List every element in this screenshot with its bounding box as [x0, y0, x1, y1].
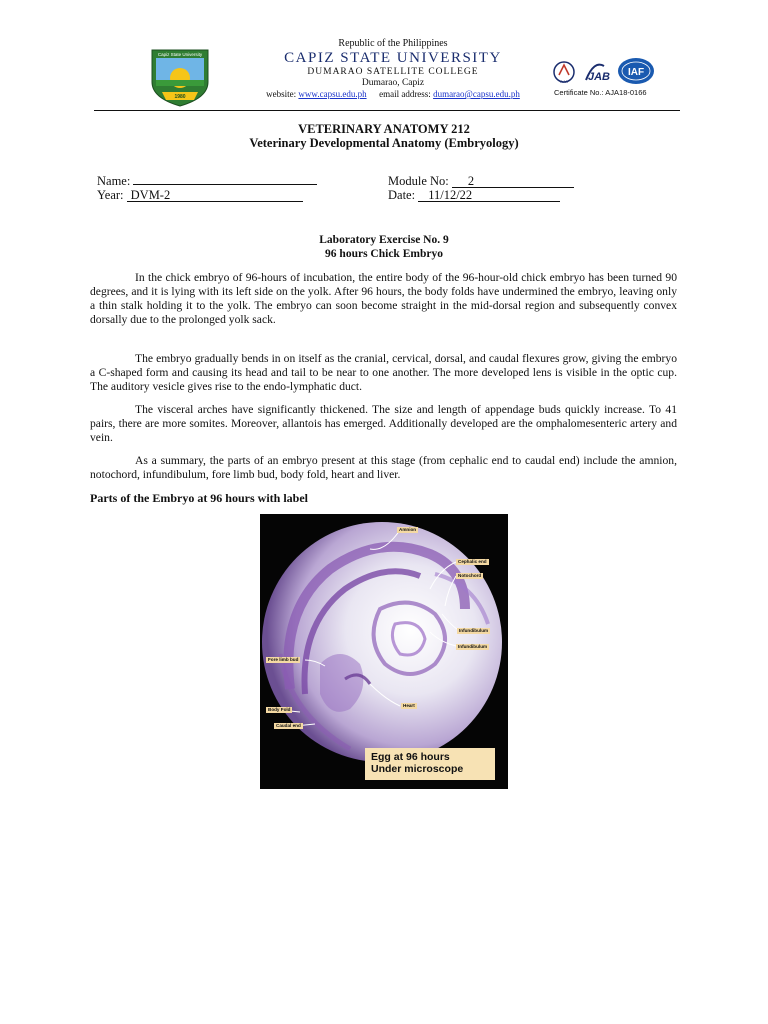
- date-value[interactable]: 11/12/22: [418, 189, 560, 202]
- year-value[interactable]: DVM-2: [127, 189, 303, 202]
- label-heart: Heart: [403, 703, 415, 708]
- label-amnion: Amnion: [399, 527, 417, 532]
- module-value[interactable]: 2: [452, 175, 574, 188]
- paragraph-3: The visceral arches have significantly thickened. The size and length of appendage buds quickly increase. To 41 pairs, there are more somites. Moreover, allantois has emerged. Additionally developed are the omphalomesenteric artery and vein.: [90, 403, 677, 444]
- jab-badge-text: JAB: [588, 71, 611, 83]
- aja-badge: [554, 62, 574, 84]
- caption-line-1: Egg at 96 hours: [371, 751, 450, 763]
- university-name: CAPIZ STATE UNIVERSITY: [284, 50, 502, 66]
- year-label: Year:: [97, 188, 124, 202]
- module-field: [388, 174, 574, 188]
- email-link[interactable]: dumarao@capsu.edu.ph: [433, 89, 520, 99]
- paragraph-2: The embryo gradually bends in on itself as the cranial, cervical, dorsal, and caudal flexures grow, giving the embryo a C-shaped form and causing its head and tail to be near to one another. The more developed lens is visible in the optic cup. The auditory vesicle gives rise to the endo-lymphatic duct.: [90, 352, 677, 393]
- section-heading: Parts of the Embryo at 96 hours with label: [90, 491, 308, 505]
- course-code: VETERINARY ANATOMY 212: [298, 122, 470, 136]
- paragraph-1: In the chick embryo of 96-hours of incubation, the entire body of the 96-hour-old chick embryo has been turned 90 degrees, and it is lying with its left side on the yolk. After 96 hours, the body folds have undermined the embryo, leaving only a thin stalk holding it to the yolk. The embryo can soon become straight in the mid-dorsal region and subsequently convex dorsally due to the prolonged yolk sack.: [90, 271, 677, 326]
- embryo-micrograph: [260, 514, 508, 789]
- label-infundibulum-2: Infundibulum: [458, 644, 488, 649]
- lab-number: Laboratory Exercise No. 9: [319, 234, 449, 246]
- email-label: email address:: [379, 89, 431, 99]
- jab-badge: [586, 65, 610, 83]
- year-field: [97, 188, 303, 202]
- name-field: [97, 174, 317, 188]
- label-body-fold: Body Fold: [268, 707, 291, 712]
- course-title: [0, 122, 768, 150]
- course-name: Veterinary Developmental Anatomy (Embryology): [249, 136, 519, 150]
- name-value[interactable]: [133, 184, 317, 185]
- caption-line-2: Under microscope: [371, 763, 464, 775]
- micrograph-caption: [365, 748, 495, 780]
- university-logo: [148, 48, 212, 108]
- university-header: [228, 38, 558, 100]
- lab-heading: [0, 233, 768, 261]
- republic-line: Republic of the Philippines: [338, 38, 448, 49]
- label-notochord: Notochord: [458, 573, 482, 578]
- contact-line: [228, 89, 558, 100]
- college-name: DUMARAO SATELLITE COLLEGE: [307, 67, 479, 77]
- date-field: [388, 188, 560, 202]
- aja-badge-text: AJA: [560, 79, 568, 84]
- letterhead: [0, 0, 768, 112]
- iaf-badge: [618, 58, 654, 84]
- date-label: Date:: [388, 188, 416, 202]
- lab-title: 96 hours Chick Embryo: [325, 248, 443, 260]
- logo-year: 1980: [174, 94, 186, 100]
- iaf-badge-text: IAF: [627, 67, 645, 78]
- paragraph-4: As a summary, the parts of an embryo present at this stage (from cephalic end to caudal end) include the amnion, notochord, infundibulum, fore limb bud, body fold, heart and liver.: [90, 454, 677, 481]
- website-label: website:: [266, 89, 297, 99]
- label-caudal-end: Caudal end: [276, 723, 301, 728]
- website-link[interactable]: www.capsu.edu.ph: [298, 89, 367, 99]
- label-fore-limb-bud: Fore limb bud: [268, 657, 299, 662]
- label-infundibulum-1: Infundibulum: [459, 628, 489, 633]
- label-cephalic-end: Cephalic end: [458, 559, 487, 564]
- header-rule: [94, 110, 680, 111]
- logo-top-text: Capiz State University: [157, 52, 203, 57]
- name-label: Name:: [97, 174, 131, 188]
- certificate-number: Certificate No.: AJA18-0166: [554, 88, 647, 97]
- module-label: Module No:: [388, 174, 449, 188]
- college-location: Dumarao, Capiz: [361, 78, 425, 88]
